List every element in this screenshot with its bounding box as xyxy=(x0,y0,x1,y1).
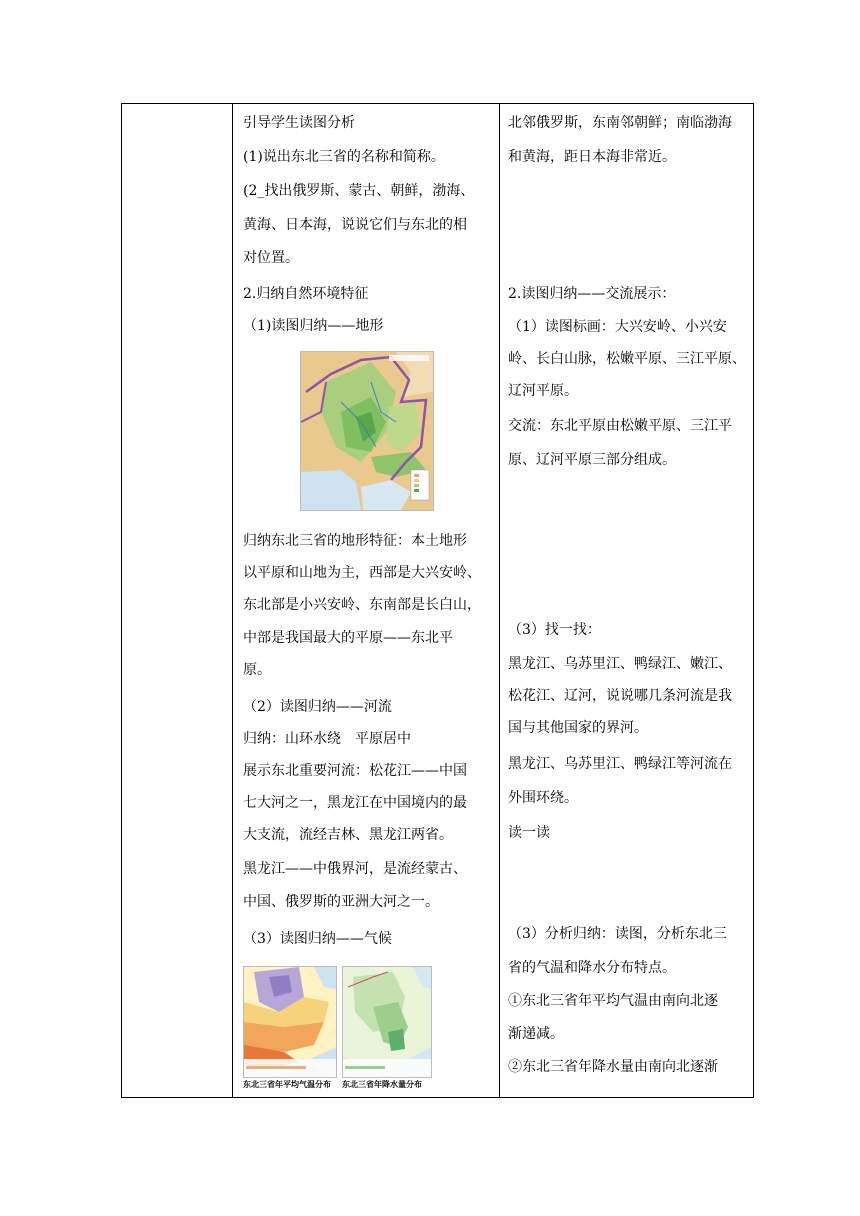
section-heading: 2.读图归纳——交流展示： xyxy=(508,286,676,302)
text-line: 国与其他国家的界河。 xyxy=(508,720,648,736)
lesson-table xyxy=(121,103,754,1098)
text-line: 黑龙江、乌苏里江、鸭绿江、嫩江、 xyxy=(508,656,732,672)
text-line: 原、辽河平原三部分组成。 xyxy=(508,452,676,468)
text-line: 松花江、辽河，说说哪几条河流是我 xyxy=(508,688,732,704)
section-heading: 2.归纳自然环境特征 xyxy=(243,286,369,302)
text-line: 东北部是小兴安岭、东南部是长白山， xyxy=(243,597,481,613)
text-line: （3）分析归纳：读图，分析东北三 xyxy=(508,926,727,942)
text-line: 岭、长白山脉，松嫩平原、三江平原、 xyxy=(508,351,746,367)
text-line: 辽河平原。 xyxy=(508,383,578,399)
text-line: 交流：东北平原由松嫩平原、三江平 xyxy=(508,418,732,434)
column-divider-2 xyxy=(499,104,500,1097)
text-line: （3）找一找： xyxy=(508,622,601,638)
text-line: (1)说出东北三省的名称和简称。 xyxy=(243,149,445,165)
column-divider-1 xyxy=(232,104,233,1097)
text-line: （2）读图归纳——河流 xyxy=(243,699,392,715)
text-line: (2_找出俄罗斯、蒙古、朝鲜，渤海、 xyxy=(243,183,475,199)
text-line: 以平原和山地为主，西部是大兴安岭、 xyxy=(243,565,481,581)
text-line: （1）读图标画：大兴安岭、小兴安 xyxy=(508,319,727,335)
text-line: 中国、俄罗斯的亚洲大河之一。 xyxy=(243,894,439,910)
text-line: 展示东北重要河流：松花江——中国 xyxy=(243,763,467,779)
text-line: 对位置。 xyxy=(243,250,299,266)
text-line: 读一读 xyxy=(508,825,550,841)
text-line: 省的气温和降水分布特点。 xyxy=(508,960,676,976)
precipitation-map-caption: 东北三省年降水量分布 xyxy=(342,1080,422,1089)
text-line: 引导学生读图分析 xyxy=(243,115,355,131)
text-line: 渐递减。 xyxy=(508,1026,564,1042)
student-activity-column xyxy=(508,104,752,1097)
terrain-map-image xyxy=(300,351,434,511)
text-line: 归纳：山环水绕 平原居中 xyxy=(243,731,411,747)
text-line: 北邻俄罗斯，东南邻朝鲜；南临渤海 xyxy=(508,115,732,131)
text-line: 归纳东北三省的地形特征：本土地形 xyxy=(243,533,467,549)
teaching-activity-column xyxy=(243,104,497,1097)
text-line: 黑龙江、乌苏里江、鸭绿江等河流在 xyxy=(508,756,732,772)
text-line: 大支流，流经吉林、黑龙江两省。 xyxy=(243,827,453,843)
text-line: 黄海、日本海，说说它们与东北的相 xyxy=(243,217,467,233)
temperature-map-caption: 东北三省年平均气温分布 xyxy=(243,1080,331,1089)
precipitation-map-image xyxy=(342,966,432,1078)
temperature-map-image xyxy=(243,966,337,1078)
text-line: （1)读图归纳——地形 xyxy=(243,318,384,334)
text-line: 原。 xyxy=(243,662,271,678)
text-line: ②东北三省年降水量由南向北逐渐 xyxy=(508,1059,718,1075)
text-line: 七大河之一，黑龙江在中国境内的最 xyxy=(243,795,467,811)
text-line: （3）读图归纳——气候 xyxy=(243,931,392,947)
text-line: 黑龙江——中俄界河，是流经蒙古、 xyxy=(243,861,467,877)
text-line: 外围环绕。 xyxy=(508,790,578,806)
text-line: 和黄海，距日本海非常近。 xyxy=(508,149,676,165)
left-column xyxy=(122,104,232,1097)
text-line: 中部是我国最大的平原——东北平 xyxy=(243,630,453,646)
text-line: ①东北三省年平均气温由南向北逐 xyxy=(508,993,718,1009)
